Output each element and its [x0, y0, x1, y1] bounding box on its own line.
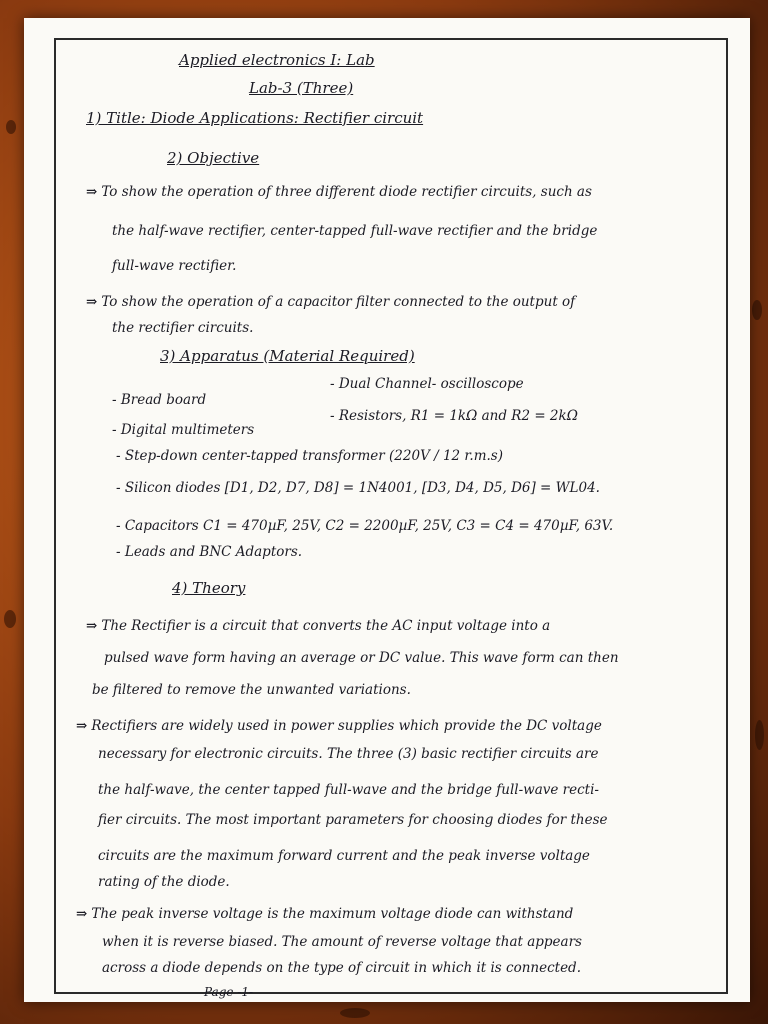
- objective-heading: 2) Objective: [167, 149, 260, 167]
- apparatus-item: - Leads and BNC Adaptors.: [116, 544, 303, 560]
- background-speck: [755, 720, 764, 750]
- apparatus-heading: 3) Apparatus (Material Required): [160, 347, 415, 365]
- objective-line: ⇒ To show the operation of three different diode rectifier circuits, such as: [86, 184, 592, 200]
- apparatus-item: - Bread board: [112, 392, 207, 408]
- objective-line: full-wave rectifier.: [112, 258, 237, 274]
- arrow-icon: ⇒: [76, 718, 88, 734]
- apparatus-item: - Capacitors C1 = 470µF, 25V, C2 = 2200µF, 25V, C3 = C4 = 470µF, 63V.: [116, 518, 614, 534]
- apparatus-item: - Dual Channel- oscilloscope: [330, 376, 524, 392]
- theory-line: when it is reverse biased. The amount of reverse voltage that appears: [102, 934, 582, 950]
- arrow-icon: ⇒: [86, 184, 98, 200]
- theory-line: be filtered to remove the unwanted variations.: [92, 682, 411, 698]
- objective-line: the rectifier circuits.: [112, 320, 254, 336]
- document-subtitle: Lab-3 (Three): [249, 79, 354, 97]
- apparatus-item: - Silicon diodes [D1, D2, D7, D8] = 1N4001, [D3, D4, D5, D6] = WL04.: [116, 480, 600, 496]
- background-speck: [6, 120, 16, 134]
- theory-line: pulsed wave form having an average or DC value. This wave form can then: [104, 650, 619, 666]
- apparatus-item: - Resistors, R1 = 1kΩ and R2 = 2kΩ: [330, 408, 578, 424]
- arrow-icon: ⇒: [86, 618, 98, 634]
- theory-heading: 4) Theory: [172, 579, 246, 597]
- apparatus-item: - Digital multimeters: [112, 422, 255, 438]
- paper-sheet: [24, 18, 750, 1002]
- background-speck: [4, 610, 16, 628]
- document-title: Applied electronics I: Lab: [179, 51, 375, 69]
- objective-line: ⇒ To show the operation of a capacitor filter connected to the output of: [86, 294, 576, 310]
- theory-line: circuits are the maximum forward current and the peak inverse voltage: [98, 848, 590, 864]
- arrow-icon: ⇒: [86, 294, 98, 310]
- theory-line: ⇒ The peak inverse voltage is the maximum voltage diode can withstand: [76, 906, 574, 922]
- theory-line: across a diode depends on the type of circuit in which it is connected.: [102, 960, 581, 976]
- arrow-icon: ⇒: [76, 906, 88, 922]
- lab-title: 1) Title: Diode Applications: Rectifier circuit: [86, 109, 424, 127]
- theory-line: necessary for electronic circuits. The three (3) basic rectifier circuits are: [98, 746, 599, 762]
- theory-line: rating of the diode.: [98, 874, 230, 890]
- theory-line: the half-wave, the center tapped full-wave and the bridge full-wave recti-: [98, 782, 599, 798]
- page-number: Page -1-: [204, 985, 254, 999]
- theory-line: fier circuits. The most important parameters for choosing diodes for these: [98, 812, 608, 828]
- theory-line: ⇒ The Rectifier is a circuit that converts the AC input voltage into a: [86, 618, 551, 634]
- objective-line: the half-wave rectifier, center-tapped full-wave rectifier and the bridge: [112, 223, 598, 239]
- theory-line: ⇒ Rectifiers are widely used in power supplies which provide the DC voltage: [76, 718, 602, 734]
- background-speck: [340, 1008, 370, 1018]
- background-speck: [752, 300, 762, 320]
- apparatus-item: - Step-down center-tapped transformer (220V / 12 r.m.s): [116, 448, 503, 464]
